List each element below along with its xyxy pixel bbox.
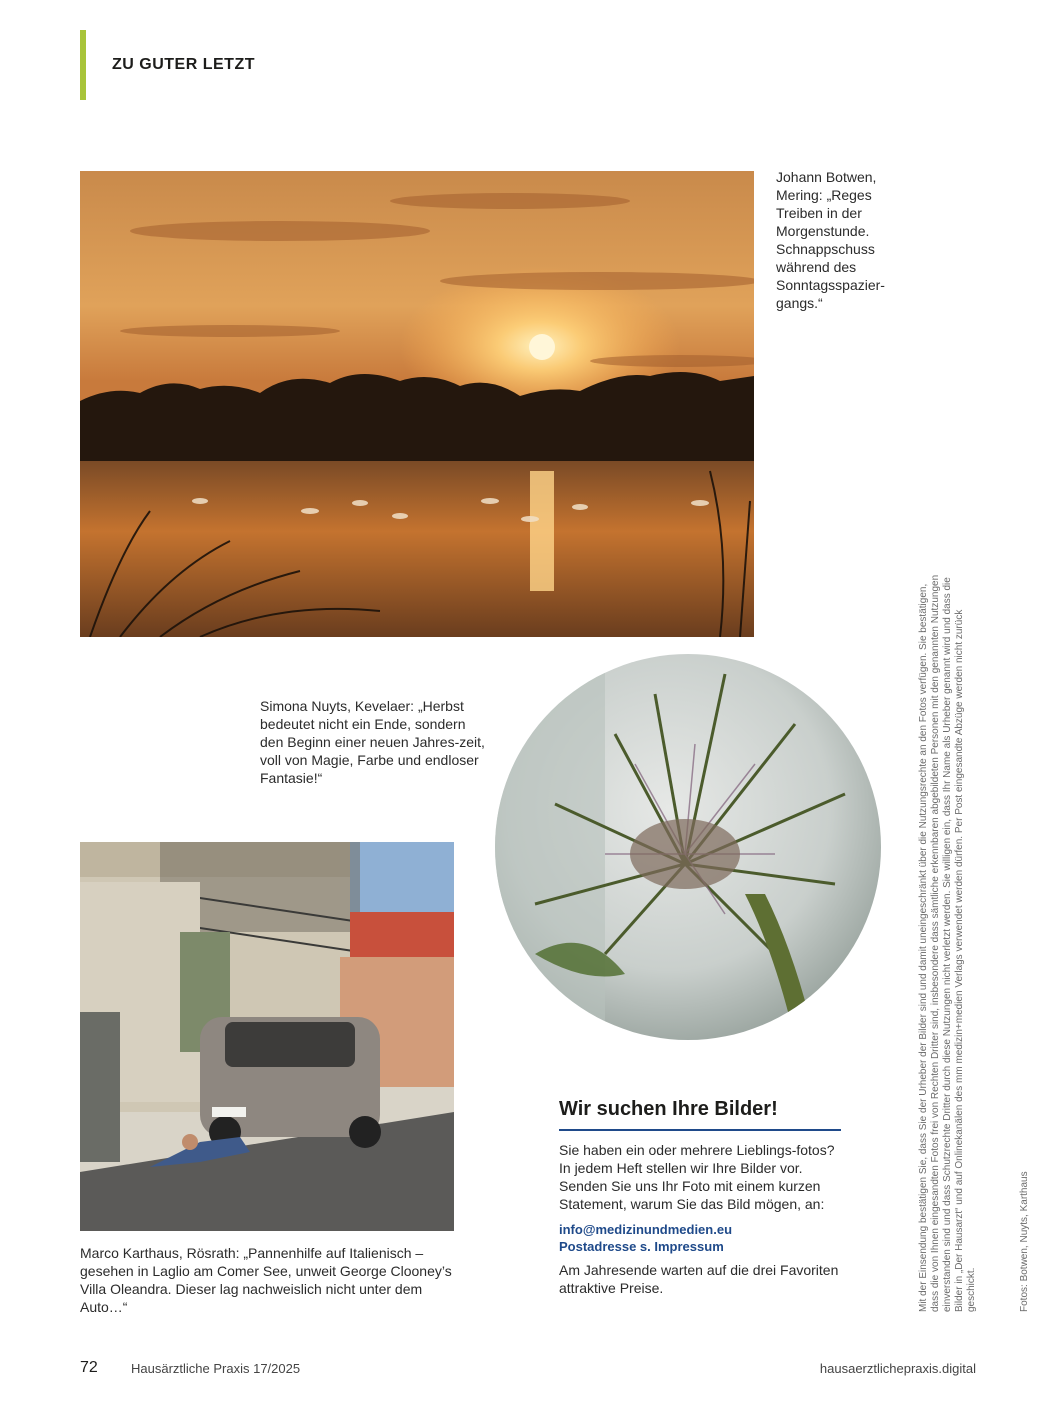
callout-postal-note: Postadresse s. Impressum xyxy=(559,1239,724,1254)
car-photo xyxy=(80,842,454,1231)
car-caption: Marco Karthaus, Rösrath: „Pannenhilfe auf Italienisch – gesehen in Laglio am Comer See, unweit George Clooney’s Villa Oleandra. Dieser lag nachweislich nicht unter dem Auto…“ xyxy=(80,1245,452,1315)
page-number: 72 xyxy=(80,1359,98,1376)
callout-title: Wir suchen Ihre Bilder! xyxy=(559,1098,841,1131)
legal-notice: Mit der Einsendung bestätigen Sie, dass Sie der Urheber der Bilder sind und damit uneingeschränkt über die Nutzungsrechte an den Fotos verfügen. Sie bestätigen, dass die von Ihnen eingesandten Fotos frei von Rechten Dritter sind, insbesondere dass sämtliche erkennbaren abgebildeten Personen mit den genannten Nutzungen einverstanden sind und dass Schutzrechte Dritter durch diese Nutzungen nicht verletzt werden. Sie willigen ein, dass Ihr Name als Urheber genannt wird und dass die Bilder in „Der Hausarzt“ und auf Onlinekanälen des mm medizin+medien Verlags verwendet werden dürfen. Per Post eingesandte Abzüge werden nicht zurück geschickt. xyxy=(918,574,977,1312)
callout-body: Sie haben ein oder mehrere Lieblings-fotos? In jedem Heft stellen wir Ihre Bilder vor. Senden Sie uns Ihr Foto mit einem kurzen Statement, warum Sie das Bild mögen, an: xyxy=(559,1142,835,1212)
thistle-caption: Simona Nuyts, Kevelaer: „Herbst bedeutet nicht ein Ende, sondern den Beginn einer neuen Jahres-zeit, voll von Magie, Farbe und endloser Fantasie!“ xyxy=(260,698,485,786)
magazine-issue: Hausärztliche Praxis 17/2025 xyxy=(131,1361,301,1376)
callout-contact xyxy=(559,1221,849,1255)
section-accent-bar xyxy=(80,30,86,100)
photo-submission-callout xyxy=(559,1098,849,1297)
sunset-photo xyxy=(80,171,754,637)
sunset-caption: Johann Botwen, Mering: „Reges Treiben in der Morgenstunde. Schnappschuss während des Sonntagsspazier-gangs.“ xyxy=(776,169,885,311)
callout-email-link[interactable]: info@medizinundmedien.eu xyxy=(559,1222,733,1237)
thistle-photo xyxy=(495,654,881,1040)
website-url[interactable]: hausaerztlichepraxis.digital xyxy=(819,1361,976,1376)
callout-closing: Am Jahresende warten auf die drei Favoriten attraktive Preise. xyxy=(559,1262,839,1296)
photo-credits: Fotos: Botwen, Nuyts, Karthaus xyxy=(1019,1171,1030,1312)
section-title: ZU GUTER LETZT xyxy=(112,56,255,73)
